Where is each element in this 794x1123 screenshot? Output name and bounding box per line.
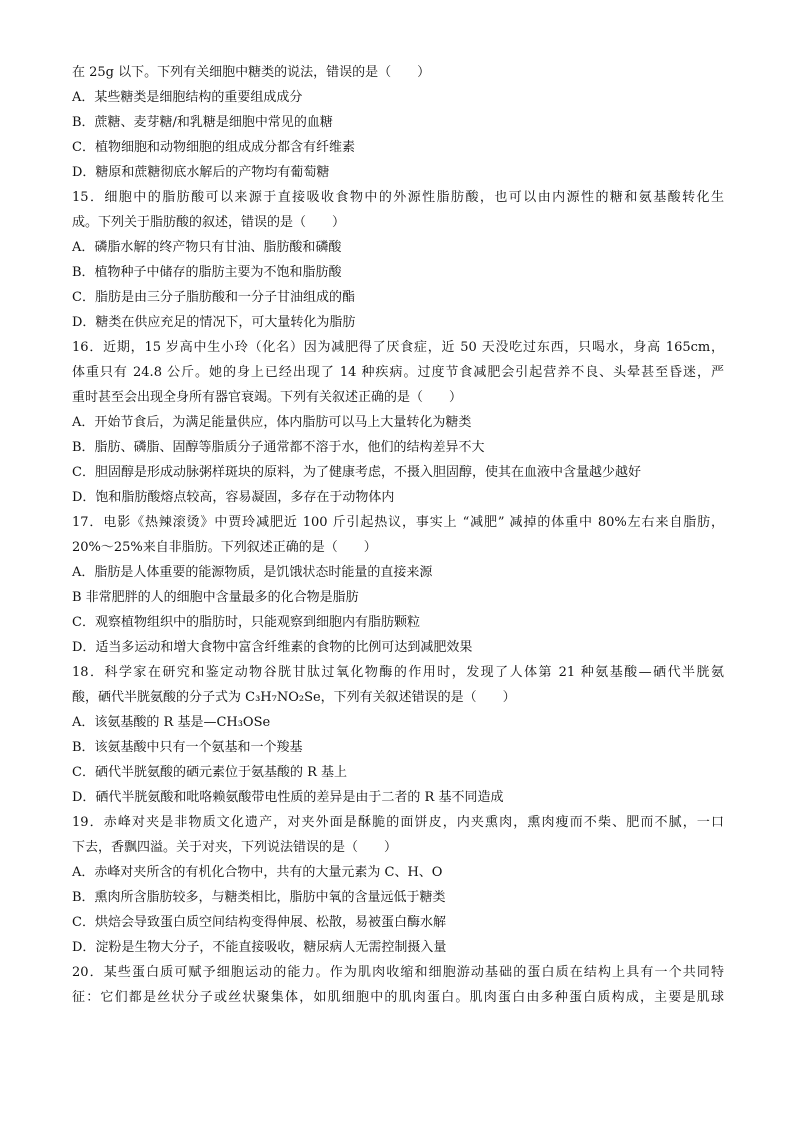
option-a: A．某些糖类是细胞结构的重要组成成分 <box>72 90 303 105</box>
question-text-block <box>72 60 724 1010</box>
option-d: D．饱和脂肪酸熔点较高，容易凝固，多存在于动物体内 <box>72 490 395 505</box>
option-c: C．硒代半胱氨酸的硒元素位于氨基酸的 R 基上 <box>72 765 347 780</box>
question-19-stem: 19．赤峰对夹是非物质文化遗产，对夹外面是酥脆的面饼皮，内夹熏肉，熏肉瘦而不柴、肥而不腻，一口 <box>72 815 724 830</box>
question-16-stem: 体重只有 24.8 公斤。她的身上已经出现了 14 种疾病。过度节食减肥会引起营养不良、头晕甚至昏迷，严 <box>72 365 724 380</box>
option-c: C．烘焙会导致蛋白质空间结构变得伸展、松散，易被蛋白酶水解 <box>72 915 446 930</box>
option-c: C．植物细胞和动物细胞的组成成分都含有纤维素 <box>72 140 355 155</box>
option-b: B．植物种子中储存的脂肪主要为不饱和脂肪酸 <box>72 265 342 280</box>
option-d: D．糖原和蔗糖彻底水解后的产物均有葡萄糖 <box>72 165 330 180</box>
question-17-stem: 20%～25%来自非脂肪。下列叙述正确的是（ ） <box>72 540 377 555</box>
option-a: A．脂肪是人体重要的能源物质，是饥饿状态时能量的直接来源 <box>72 565 433 580</box>
question-19-stem: 下去，香飘四溢。关于对夹，下列说法错误的是（ ） <box>72 840 398 855</box>
option-b: B．蔗糖、麦芽糖/和乳糖是细胞中常见的血糖 <box>72 115 333 130</box>
option-b: B 非常肥胖的人的细胞中含量最多的化合物是脂肪 <box>72 590 359 605</box>
option-a: A．该氨基酸的 R 基是—CH₃OSe <box>72 715 271 730</box>
question-15-stem: 成。下列关于脂肪酸的叙述，错误的是（ ） <box>72 215 346 230</box>
question-16-stem: 重时甚至会出现全身所有器官衰竭。下列有关叙述正确的是（ ） <box>72 390 463 405</box>
option-c: C．胆固醇是形成动脉粥样斑块的原料，为了健康考虑，不摄入胆固醇，使其在血液中含量越少越好 <box>72 465 641 480</box>
option-d: D．淀粉是生物大分子，不能直接吸收，糖尿病人无需控制摄入量 <box>72 940 447 955</box>
question-15-stem: 15．细胞中的脂肪酸可以来源于直接吸收食物中的外源性脂肪酸，也可以由内源性的糖和氨基酸转化生 <box>72 190 724 205</box>
option-b: B．熏肉所含脂肪较多，与糖类相比，脂肪中氧的含量远低于糖类 <box>72 890 446 905</box>
question-20-stem: 征：它们都是丝状分子或丝状聚集体，如肌细胞中的肌肉蛋白。肌肉蛋白由多种蛋白质构成，主要是肌球 <box>72 990 724 1005</box>
option-b: B．该氨基酸中只有一个氨基和一个羧基 <box>72 740 303 755</box>
option-c: C．脂肪是由三分子脂肪酸和一分子甘油组成的酯 <box>72 290 355 305</box>
question-16-stem: 16．近期，15 岁高中生小玲（化名）因为减肥得了厌食症，近 50 天没吃过东西，只喝水，身高 165cm， <box>72 340 724 355</box>
option-c: C．观察植物组织中的脂肪时，只能观察到细胞内有脂肪颗粒 <box>72 615 420 630</box>
option-b: B．脂肪、磷脂、固醇等脂质分子通常都不溶于水，他们的结构差异不大 <box>72 440 485 455</box>
question-18-stem: 18．科学家在研究和鉴定动物谷胱甘肽过氧化物酶的作用时，发现了人体第 21 种氨基酸—硒代半胱氨 <box>72 665 724 680</box>
option-d: D．糖类在供应充足的情况下，可大量转化为脂肪 <box>72 315 356 330</box>
option-a: A．赤峰对夹所含的有机化合物中，共有的大量元素为 C、H、O <box>72 865 443 880</box>
option-a: A．磷脂水解的终产物只有甘油、脂肪酸和磷酸 <box>72 240 342 255</box>
option-d: D．适当多运动和增大食物中富含纤维素的食物的比例可达到减肥效果 <box>72 640 473 655</box>
option-d: D．硒代半胱氨酸和吡咯赖氨酸带电性质的差异是由于二者的 R 基不同造成 <box>72 790 504 805</box>
question-17-stem: 17．电影《热辣滚烫》中贾玲减肥近 100 斤引起热议，事实上 “减肥” 减掉的体重中 80%左右来自脂肪， <box>72 515 724 530</box>
question-20-stem: 20．某些蛋白质可赋予细胞运动的能力。作为肌肉收缩和细胞游动基础的蛋白质在结构上具有一个共同特 <box>72 965 724 980</box>
text-line: 在 25g 以下。下列有关细胞中糖类的说法，错误的是（ ） <box>72 65 431 80</box>
question-18-stem: 酸，硒代半胱氨酸的分子式为 C₃H₇NO₂Se，下列有关叙述错误的是（ ） <box>72 690 516 705</box>
option-a: A．开始节食后，为满足能量供应，体内脂肪可以马上大量转化为糖类 <box>72 415 472 430</box>
